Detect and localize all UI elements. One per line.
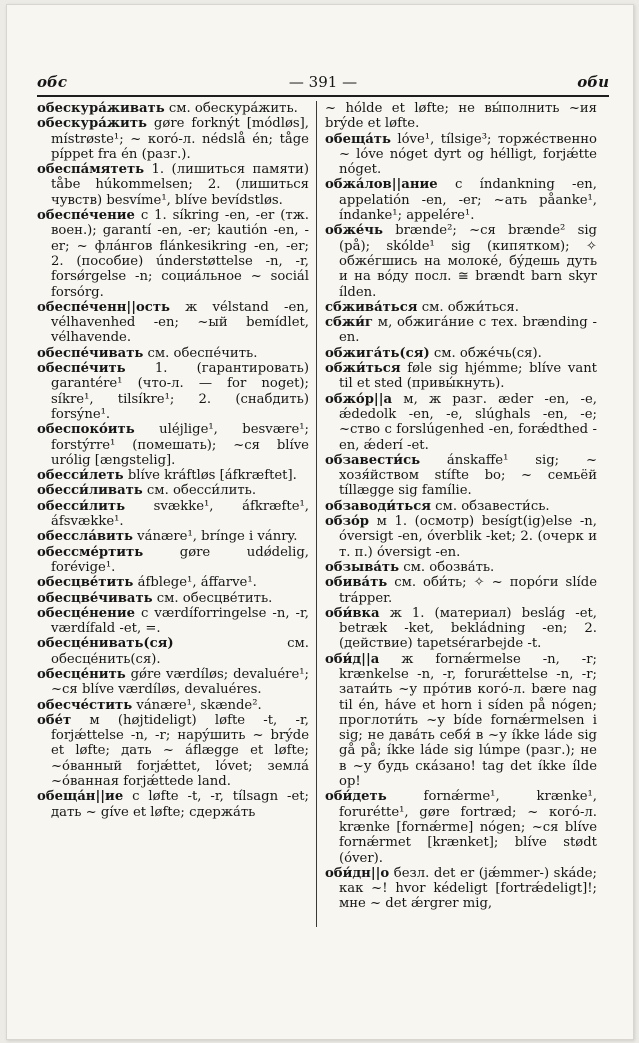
dictionary-entry: обжи́ться føle sig hjémme; blíve vant til et sted (привы́кнуть). (325, 361, 597, 392)
dictionary-entry: обесслáвить vánære¹, brínge i vánry. (37, 529, 298, 545)
dictionary-entry: обжо́р||а м, ж разг. æder -en, -e, ǽdedolk -en, -e, slúghals -en, -e; ~ство с forslúgenhed -en, forǽdthed -en, ǽderí -et. (325, 391, 597, 453)
dictionary-entry: обесце́нить gǿre værdíløs; devaluére¹; ~ся blíve værdíløs, devaluéres. (37, 666, 309, 698)
dictionary-entry: обзавести́сь ánskaffe¹ sig; ~ хозя́йством stífte bo; ~ семьёй tíllægge sig famílie. (325, 452, 597, 499)
page-number: — 391 — (288, 73, 358, 91)
dictionary-entry: обива́ть см. оби́ть; ✧ ~ порóги slíde trápper. (325, 575, 597, 606)
dictionary-entry: обеща́ть lóve¹, tílsige³; торжéственно ~ lóve nóget dyrt og hélligt, forjǽtte nóget. (325, 131, 597, 178)
dictionary-entry: обзо́р м 1. (осмотр) besígt(ig)else -n, óversigt -en, óverblik -ket; 2. (очерк и т. п.) óversigt -en. (325, 514, 597, 560)
dictionary-entry: обесце́нение с værdíforringelse -n, -r, værdífald -et, =. (37, 605, 309, 637)
header-left-guideword: обс (37, 73, 67, 91)
dictionary-entry: обеспа́мятеть 1. (лишиться памяти) tåbe húkommelsen; 2. (лишиться чувств) besvíme¹, blíve bevídstløs. (37, 162, 309, 208)
dictionary-entry: обеспоко́ить uléjlige¹, besvære¹; forstýrre¹ (помешать); ~ся blíve urólig [ængstelig]. (37, 422, 309, 468)
dictionary-entry: обеспе́чение с 1. síkring -en, -er (тж. воен.); garantí -en, -er; kautión -en, -er; ~ флáнгов flánkesikring -en, -er; 2. (пособие) únderstøttelse -n, -r, forsǿrgelse -n; социа́льное ~ sociál forsórg. (37, 208, 309, 300)
dictionary-entry: обзаводи́ться см. обзавести́сь. (325, 498, 550, 514)
right-column (325, 101, 597, 912)
header-rule (37, 95, 609, 97)
dictionary-entry: обеспе́чить 1. (гарантировать) garantére¹ (что-л. — for noget); síkre¹, tilsíkre¹; 2. (снабдить) forsýne¹. (37, 361, 309, 422)
dictionary-entry: обесси́леть blíve kráftløs [áfkræftet]. (37, 468, 297, 484)
column-divider (316, 101, 317, 927)
dictionary-entry: оби́дн||о безл. det er (jǽmmer-) skáde; как ~! hvor kédeligt [fortrǽdeligt]!; мне ~ det ǽrgrer mig, (325, 865, 597, 912)
dictionary-entry: обесси́лить svække¹, áfkræfte¹, áfsvække¹. (37, 498, 309, 530)
dictionary-entry: сбжива́ться см. обжи́ться. (325, 299, 519, 315)
dictionary-entry: обескура́жить gøre forknýt [módløs], místrøste¹; ~ коró-л. nédslå én; tåge píppet fra én (разг.). (37, 116, 309, 162)
running-head (37, 73, 609, 93)
header-right-guideword: оби (577, 73, 609, 91)
dictionary-page (6, 4, 634, 1040)
dictionary-entry: обе́т м (højtideligt) løfte -t, -r, forjǽttelse -n, -r; нарýшить ~ brýde et løfte; дать ~ áflægge et løfte; ~о́ванный forjǽttet, lóvet; землá ~о́ванная forjǽttede land. (37, 712, 309, 790)
dictionary-entry: обесчéстить vánære¹, skænde². (37, 697, 262, 713)
left-column (37, 101, 309, 820)
dictionary-entry: оби́вка ж 1. (материал) beslág -et, betræk -ket, bekládning -en; 2. (действие) tapetsérarbejde -t. (325, 605, 597, 652)
dictionary-entry: обессме́ртить gøre udǿdelig, forévige¹. (37, 544, 309, 575)
dictionary-entry: обеспе́ченн||ость ж vélstand -en, vélhavenhed -en; ~ый bemídlet, vélhavende. (37, 299, 309, 346)
dictionary-entry: обесси́ливать см. обесси́лить. (37, 483, 257, 499)
dictionary-entry: ~ hólde et løfte; не вы́полнить ~ия brýde et løfte. (325, 101, 597, 132)
dictionary-entry: обжига́ть(ся) см. обже́чь(ся). (325, 345, 542, 361)
dictionary-entry: обеспе́чивать см. обеспе́чить. (37, 345, 258, 361)
dictionary-entry: обеща́н||ие с løfte -t, -r, tílsagn -et; дать ~ gíve et løfte; сдержáть (37, 789, 309, 820)
dictionary-entry: обесцве́тить áfblege¹, áffarve¹. (37, 575, 257, 591)
dictionary-entry: обзыва́ть см. обозва́ть. (325, 559, 495, 575)
dictionary-entry: обескура́живать см. обескура́жить. (37, 101, 298, 116)
dictionary-entry: сбжи́г м, обжига́ние с тех. brænding -en. (325, 315, 597, 346)
dictionary-entry: обжа́лов||ание с índankning -en, appelatión -en, -er; ~ать påanke¹, índanke¹; appelére¹. (325, 177, 597, 224)
dictionary-entry: обже́чь brænde²; ~ся brænde² sig (på); skólde¹ sig (кипятком); ✧ обжéгшись на молокé, бýдешь дуть и на вóду посл. ≅ brændt barn skyr ílden. (325, 223, 597, 300)
dictionary-entry: оби́деть fornǽrme¹, krænke¹, forurétte¹, gøre fortræd; ~ когó-л. krænke [fornǽrme] nógen; ~ся blíve fornǽrmet [krænket]; blíve stødt (óver). (325, 789, 597, 866)
dictionary-entry: обесце́нивать(ся) см. обесце́нить(ся). (37, 636, 309, 667)
dictionary-entry: оби́д||а ж fornǽrmelse -n, -r; krænkelse -n, -r, forurǽttelse -n, -r; затаи́ть ~у прóтив когó-л. bære nag til én, háve et horn i síden på nógen; проглоти́ть ~у bíde fornǽrmelsen i sig; не дава́ть себя́ в ~у íkke láde sig gå på; íkke láde sig lúmpe (разг.); не в ~у будь скáзано! tag det íkke ílde op! (325, 651, 597, 790)
dictionary-entry: обесцве́чивать см. обесцве́тить. (37, 590, 273, 606)
